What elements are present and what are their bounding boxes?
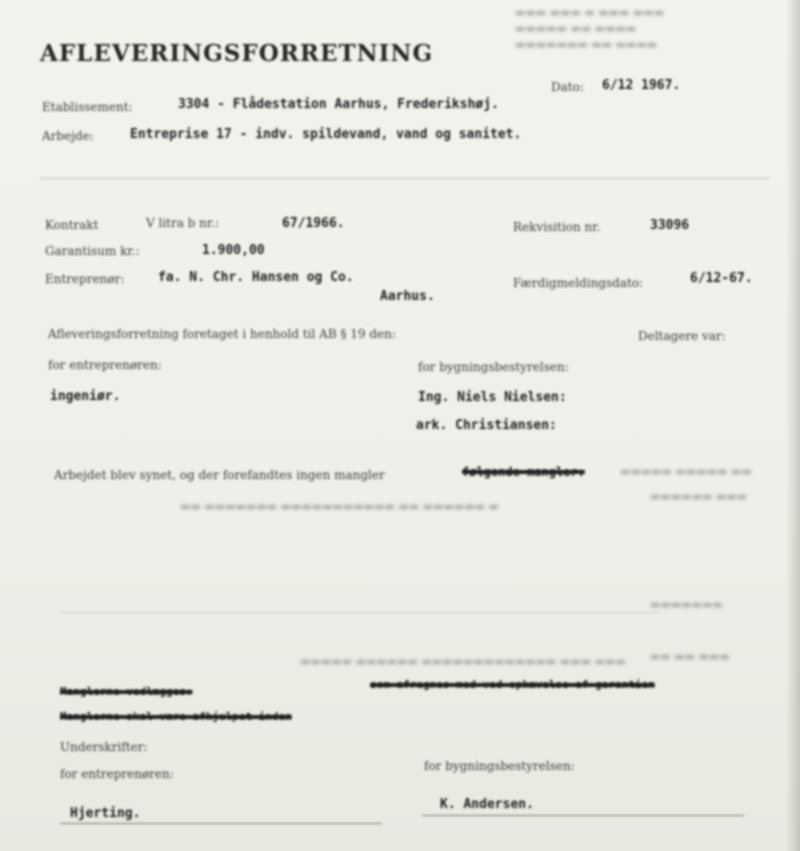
bleed-through-text: ▬▬▬▬▬ ▬▬▬▬▬ ▬▬ xyxy=(620,465,752,478)
underskrifter-label: Underskrifter: xyxy=(60,740,148,754)
page-edge-shadow xyxy=(786,0,800,851)
signature-line-board xyxy=(422,815,744,816)
bleed-through-text: ▬▬▬▬▬▬▬ ▬▬ ▬▬▬▬ xyxy=(515,38,658,51)
participants-contractor-label: for entreprenøren: xyxy=(48,358,162,372)
kontrakt-label: Kontrakt xyxy=(45,218,99,232)
bleed-through-text: ▬▬▬▬▬ ▬▬ ▬▬▬▬ xyxy=(515,22,637,35)
section-divider xyxy=(60,612,660,613)
entreprenor-label: Entreprenør: xyxy=(45,272,125,286)
arbejde-label: Arbejde: xyxy=(42,129,94,143)
faerdigmelding-label: Færdigmeldingsdato: xyxy=(513,276,644,290)
etablissement-value: 3304 - Flådestation Aarhus, Frederikshøj. xyxy=(178,97,499,112)
foretaget-text: Afleveringsforretning foretaget i henhold til AB § 19 den: xyxy=(48,327,396,341)
garantisum-value: 1.900,00 xyxy=(202,243,265,258)
etablissement-label: Etablissement: xyxy=(42,100,133,114)
mangler-struck-right: som afregnes med ved ophævelse af garantien xyxy=(370,678,655,691)
kontrakt-litra-label: V litra b nr.: xyxy=(146,216,220,230)
signature-board-label: for bygningsbestyrelsen: xyxy=(424,759,575,773)
mangler-struck-1: Manglerne vedlægges: xyxy=(60,685,193,698)
entreprenor-city: Aarhus. xyxy=(380,289,435,304)
bleed-through-text: ▬▬▬▬▬ ▬▬▬▬▬▬ ▬▬▬▬▬▬▬▬▬▬▬▬▬ ▬▬▬ ▬▬▬ xyxy=(300,655,626,668)
participant-contractor: ingeniør. xyxy=(50,389,121,404)
bleed-through-text: ▬▬ ▬▬▬▬▬▬▬ ▬▬▬▬▬▬▬▬▬▬▬ ▬▬ ▬▬▬▬▬▬ ▬ xyxy=(180,500,499,513)
participant-board-2: ark. Christiansen: xyxy=(416,418,557,433)
participants-board-label: for bygningsbestyrelsen: xyxy=(418,360,569,374)
bleed-through-text: ▬▬▬ ▬▬▬ ▬ ▬▬▬ ▬▬▬ xyxy=(515,6,665,19)
bleed-through-text: ▬▬▬▬▬▬▬ xyxy=(650,598,723,611)
result-struck-text: følgende mangler: xyxy=(462,465,585,479)
participant-board-1: Ing. Niels Nielsen: xyxy=(418,390,567,405)
bleed-through-text: ▬▬ ▬▬ ▬▬▬ xyxy=(650,650,730,663)
signature-board: K. Andersen. xyxy=(440,797,534,812)
rekvisition-value: 33096 xyxy=(650,218,690,233)
faerdigmelding-value: 6/12-67. xyxy=(690,271,753,286)
rekvisition-label: Rekvisition nr. xyxy=(513,220,601,234)
mangler-struck-2: Manglerne skal være afhjulpet inden xyxy=(60,710,292,723)
date-value: 6/12 1967. xyxy=(602,78,681,93)
kontrakt-value: 67/1966. xyxy=(282,216,345,231)
date-label: Dato: xyxy=(551,80,584,94)
result-text: Arbejdet blev synet, og der forefandtes ingen mangler xyxy=(54,468,385,482)
deltagere-label: Deltagere var: xyxy=(638,329,726,343)
arbejde-value: Entreprise 17 - indv. spildevand, vand og sanitet. xyxy=(130,127,522,142)
garantisum-label: Garantisum kr.: xyxy=(45,244,140,258)
signature-contractor: Hjerting. xyxy=(70,806,141,821)
signature-line-contractor xyxy=(60,823,382,824)
signature-contractor-label: for entreprenøren: xyxy=(60,767,174,781)
bleed-through-text: ▬▬▬▬▬▬ ▬▬▬ xyxy=(650,490,748,503)
section-divider xyxy=(40,178,770,179)
entreprenor-value: fa. N. Chr. Hansen og Co. xyxy=(158,270,354,285)
document-title: AFLEVERINGSFORRETNING xyxy=(40,40,434,67)
